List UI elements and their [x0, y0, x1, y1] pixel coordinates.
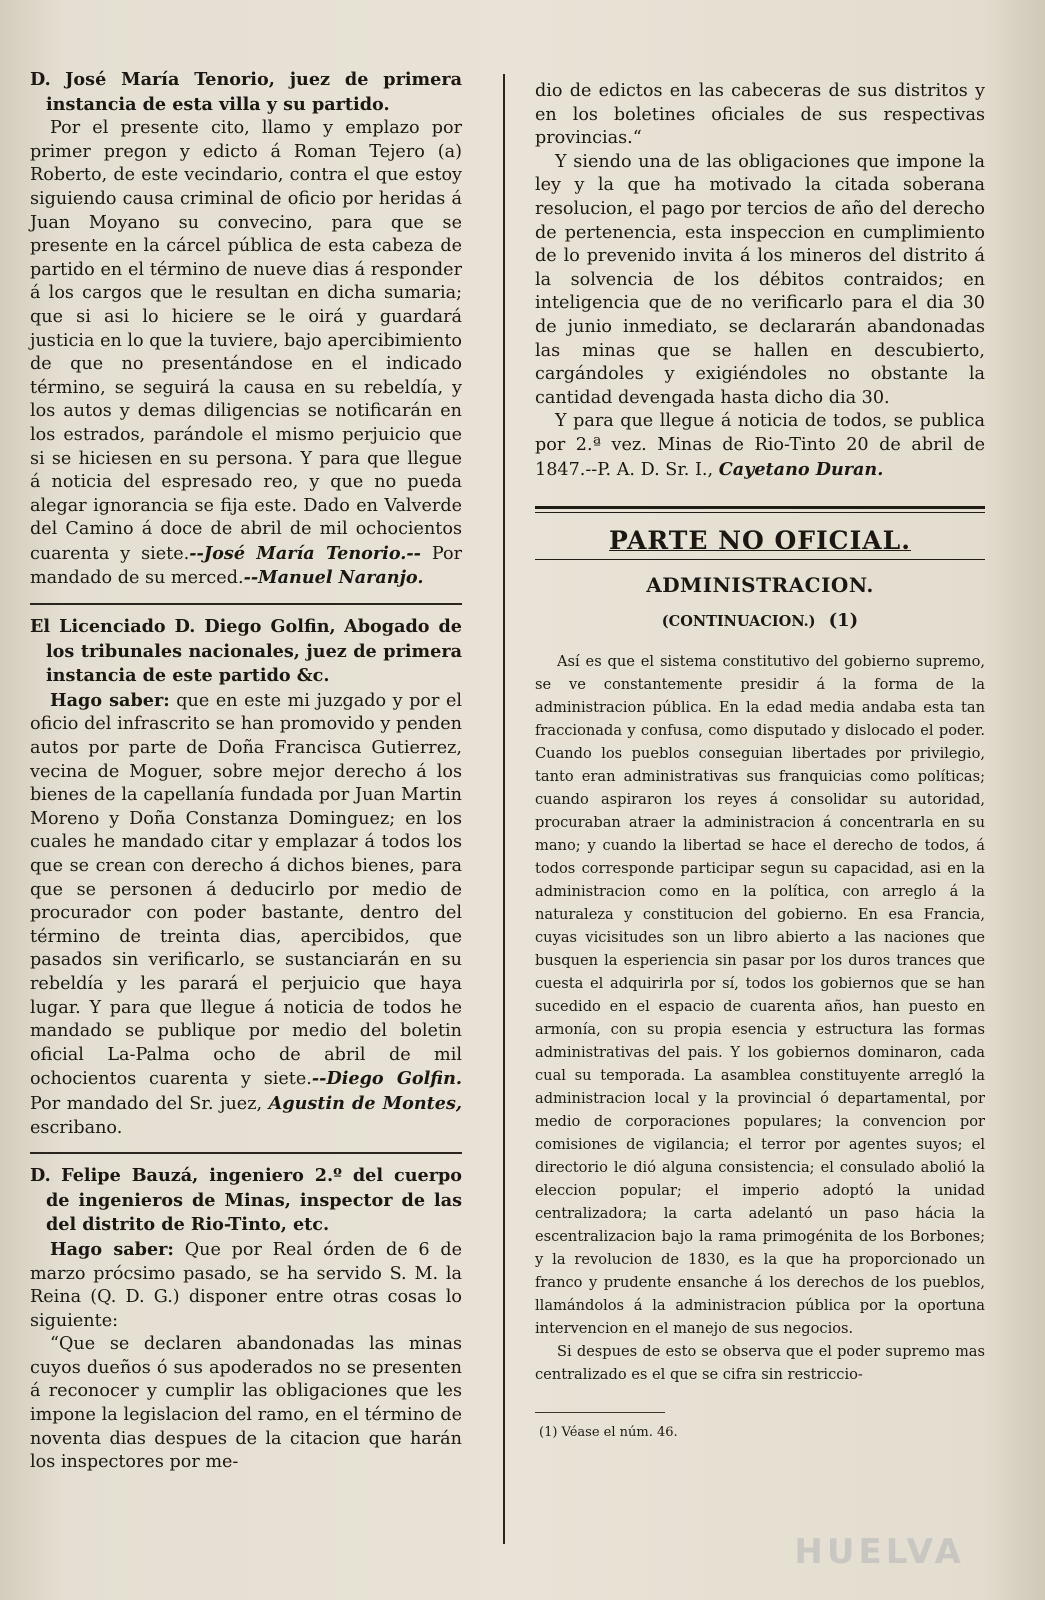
notice-paragraph: Y siendo una de las obligaciones que impone la ley y la que ha motivado la citada soberana resolucion, el pago por tercios de año del derecho de pertenencia, esta inspeccion en cumplimiento de lo prevenido invita á los mineros del distrito á la solvencia de los débitos contraidos; en inteligencia que de no verificarlo para el dia 30 de junio inmediato, se declararán abandonadas las minas que se hallen en descubierto, cargándoles y exigiéndoles no obstante la cantidad devengada hasta dicho dia 30.: [535, 151, 985, 408]
notice-quote: “Que se declaren abandonadas las minas cuyos dueños ó sus apoderados no se presenten á reconocer y cumplir las obligaciones que les impone la legislacion del ramo, en el término de noventa dias despues de la citacion que harán los inspectores por me-: [30, 1334, 462, 1473]
article-paragraph: Si despues de esto se observa que el poder supremo mas centralizado es el que se cifra sin restriccio-: [535, 1342, 985, 1383]
article-subtitle: (CONTINUACION.) (1): [661, 610, 859, 632]
left-column: [30, 68, 462, 1487]
article-paragraph: Así es que el sistema constitutivo del gobierno supremo, se ve constantemente presidir á la forma de la administracion pública. En la edad media andaba esta tan fraccionada y confusa, como disputado y dislocado el poder. Cuando los pueblos conseguian libertades por privilegio, tanto eran administrativas sus franquicias como políticas; cuando aspiraron los reyes á consolidar su autoridad, procuraban atraer la administracion á concentrarla en su mano; y cuando la libertad se hace el derecho de todos, á todos corresponde participar segun su capacidad, asi en la administracion como en la política, con arreglo á la naturaleza y constitucion del gobierno. En esa Francia, cuyas vicisitudes son un libro abierto a las naciones que busquen la esperiencia sin pasar por los duros trances que cuesta el adquirirla por sí, todos los gobiernos que se han sucedido en el espacio de cuarenta años, han puesto en armonía, con su propia esencia y estructura las formas administrativas del pais. Y los gobiernos dominaron, cada cual su temporada. La asamblea constituyente arregló la administracion local y la provincial ó departamental, por medio de corporaciones populares; la convencion por comisiones de vigilancia; el terror por agentes suyos; el directorio le dió alguna consistencia; el consulado abolió la eleccion popular; el imperio adoptó la unidad centralizadora; la carta adelantó un paso hácia la escentralizacion bajo la rama primogénita de los Borbones; y la revolucion de 1830, es la que ha proporcionado un franco y prudente ensanche á los derechos de los pueblos, llamándolos á la administracion pública por la oportuna intervencion en el manejo de sus negocios.: [535, 652, 985, 1337]
notice-body: Por el presente cito, llamo y emplazo por primer pregon y edicto á Roman Tejero (a) Roberto, de este vecindario, contra el que estoy siguiendo causa criminal de oficio por heridas á Juan Moyano su convecino, para que se presente en la cárcel pública de esta cabeza de partido en el término de nueve dias á responder á los cargos que le resultan en dicha sumaria; que si asi lo hiciere se le oirá y guardará justicia en lo que la tuviere, bajo apercibimiento de que no presentándose en el indicado término, se seguirá la causa en su rebeldía, y los autos y demas diligencias se notificarán en los estrados, parándole el mismo perjuicio que si se hiciesen en su persona. Y para que llegue á noticia del espresado reo, y que no pueda alegar ignorancia se fija este. Dado en Valverde del Camino á doce de abril de mil ochocientos cuarenta y siete.--José María Tenorio.-- Por mandado de su merced.--Manuel Naranjo.: [30, 118, 463, 589]
footnote: (1) Véase el núm. 46.: [539, 1424, 678, 1440]
notice-heading: D. Felipe Bauzá, ingeniero 2.º del cuerpo de ingenieros de Minas, inspector de las del distrito de Rio-Tinto, etc.: [30, 1165, 463, 1236]
notice-golfin: [30, 603, 462, 1140]
title-rule: [535, 559, 985, 560]
notice-heading: D. José María Tenorio, juez de primera instancia de esta villa y su partido.: [30, 69, 462, 115]
right-column: [535, 80, 985, 1444]
footnote-rule: [535, 1412, 665, 1413]
section-title: PARTE NO OFICIAL.: [609, 526, 911, 556]
notice-body: Hago saber: que en este mi juzgado y por el oficio del infrascrito se han promovido y penden autos por parte de Doña Francisca Gutierrez, vecina de Moguer, sobre mejor derecho á los bienes de la capellanía fundada por Juan Martin Moreno y Doña Constanza Dominguez; en los cuales he mandado citar y emplazar á todos los que se crean con derecho á dichos bienes, para que se personen á deducirlo por medio de procurador con poder bastante, dentro del término de treinta dias, apercibidos, que pasados sin verificarlo, se sustanciarán en su rebeldía y les parará el perjuicio que haya lugar. Y para que llegue á noticia de todos he mandado se publique por medio del boletin oficial La-Palma ocho de abril de mil ochocientos cuarenta y siete.--Diego Golfin. Por mandado del Sr. juez, Agustin de Montes, escribano.: [30, 689, 463, 1138]
notice-continuation: dio de edictos en las cabeceras de sus distritos y en los boletines oficiales de sus respectivas provincias.“: [535, 81, 985, 149]
notice-closing: Y para que llegue á noticia de todos, se publica por 2.ª vez. Minas de Rio-Tinto 20 de abril de 1847.--P. A. D. Sr. I., Cayetano Duran.: [535, 411, 985, 480]
column-divider: [503, 74, 505, 1544]
notice-body: Hago saber: Que por Real órden de 6 de marzo prócsimo pasado, se ha servido S. M. la Reina (Q. D. G.) disponer entre otras cosas lo siguiente:: [30, 1238, 463, 1331]
article-title: ADMINISTRACION.: [646, 572, 874, 597]
archive-watermark: HUELVA: [794, 1532, 965, 1572]
notice-tenorio: [30, 68, 462, 591]
article-body: [535, 650, 985, 1386]
section-divider: [535, 506, 985, 513]
notice-bauza: [30, 1152, 462, 1475]
notice-heading: El Licenciado D. Diego Golfin, Abogado de los tribunales nacionales, juez de primera instancia de este partido &c.: [30, 616, 463, 687]
